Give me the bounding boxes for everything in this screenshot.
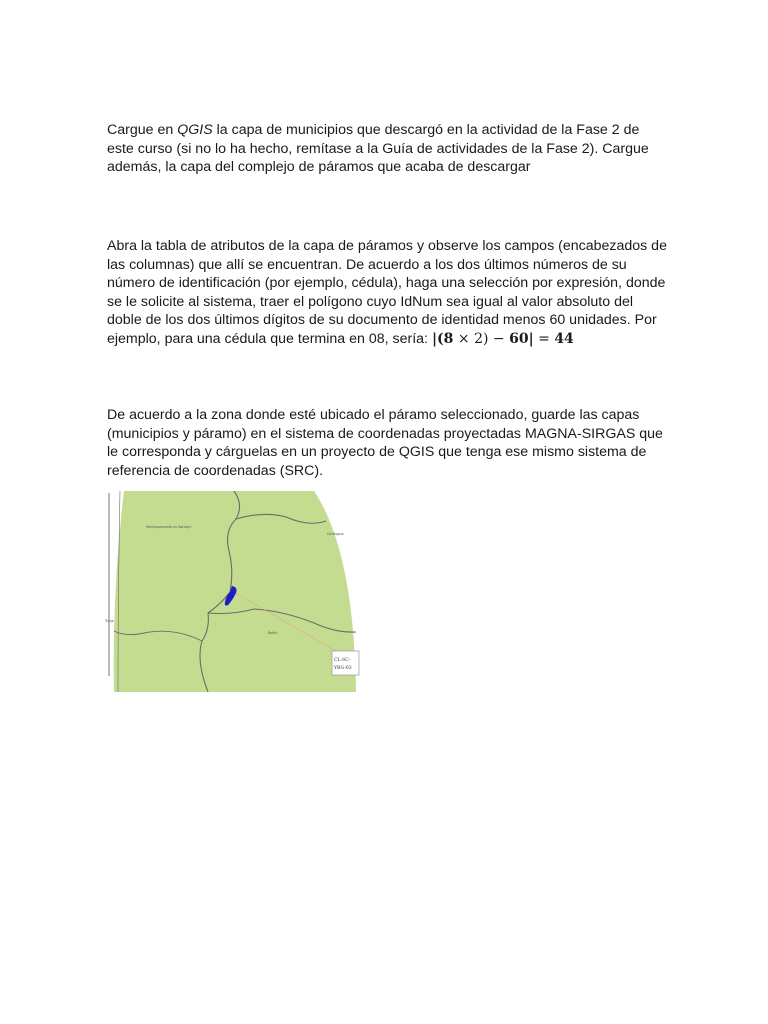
p1-text-after: la capa de municipios que descargó en la actividad de la Fase 2 de este curso (si no lo ha hecho, remítase a la Guía de actividades de la Fase 2). Cargue además, la capa del complejo de páramos que acaba de descargar — [107, 122, 649, 176]
formula-close-paren: ) — [482, 330, 489, 347]
map-callout-line1: CL-SC- — [334, 658, 351, 663]
formula-minus: − — [488, 330, 510, 347]
p1-text-before: Cargue en — [107, 122, 178, 138]
formula-close-bar: | — [528, 330, 534, 347]
p2-text: Abra la tabla de atributos de la capa de páramos y observe los campos (encabezados de las columnas) que allí se encuentran. De acuerdo a los dos últimos números de su número de identificación (por ejemplo, cédula), haga una selección por expresión, donde se le solicite al sistema, traer el polígono cuyo IdNum sea igual al valor absoluto del doble de los dos últimos dígitos de su documento de identidad menos 60 unidades. Por ejemplo, para una cédula que termina en 08, sería: — [107, 238, 667, 347]
example-formula — [432, 331, 574, 347]
formula-a: 8 — [443, 330, 454, 347]
paragraph-attribute-selection — [107, 237, 667, 349]
formula-times: × — [453, 330, 475, 347]
map-svg — [104, 491, 360, 692]
formula-open: |( — [431, 330, 444, 347]
formula-b: 2 — [474, 330, 483, 347]
map-callout-line2: YBG-03 — [334, 666, 352, 671]
formula-equals: = — [533, 330, 555, 347]
map-label-w: Tunja — [105, 619, 114, 623]
p3-text: De acuerdo a la zona donde esté ubicado el páramo seleccionado, guarde las capas (municipios y páramo) en el sistema de coordenadas proyectadas MAGNA-SIRGAS que le corresponda y cárguelas en un proyecto de QGIS que tenga ese mismo sistema de referencia de coordenadas (SRC). — [107, 407, 663, 479]
map-label-sw: Belén — [268, 631, 278, 635]
map-label-ne: Cartiagua — [327, 532, 344, 536]
map-label-nw: Ventaquemada en Santoyr — [146, 525, 192, 529]
map-callout-box — [332, 651, 359, 675]
formula-result: 44 — [554, 330, 574, 347]
paragraph-save-crs — [107, 406, 667, 480]
paragraph-load-layers — [107, 121, 667, 177]
paramo-map-image — [104, 491, 360, 692]
p1-qgis-emphasis: QGIS — [177, 122, 213, 138]
formula-c: 60 — [509, 330, 529, 347]
